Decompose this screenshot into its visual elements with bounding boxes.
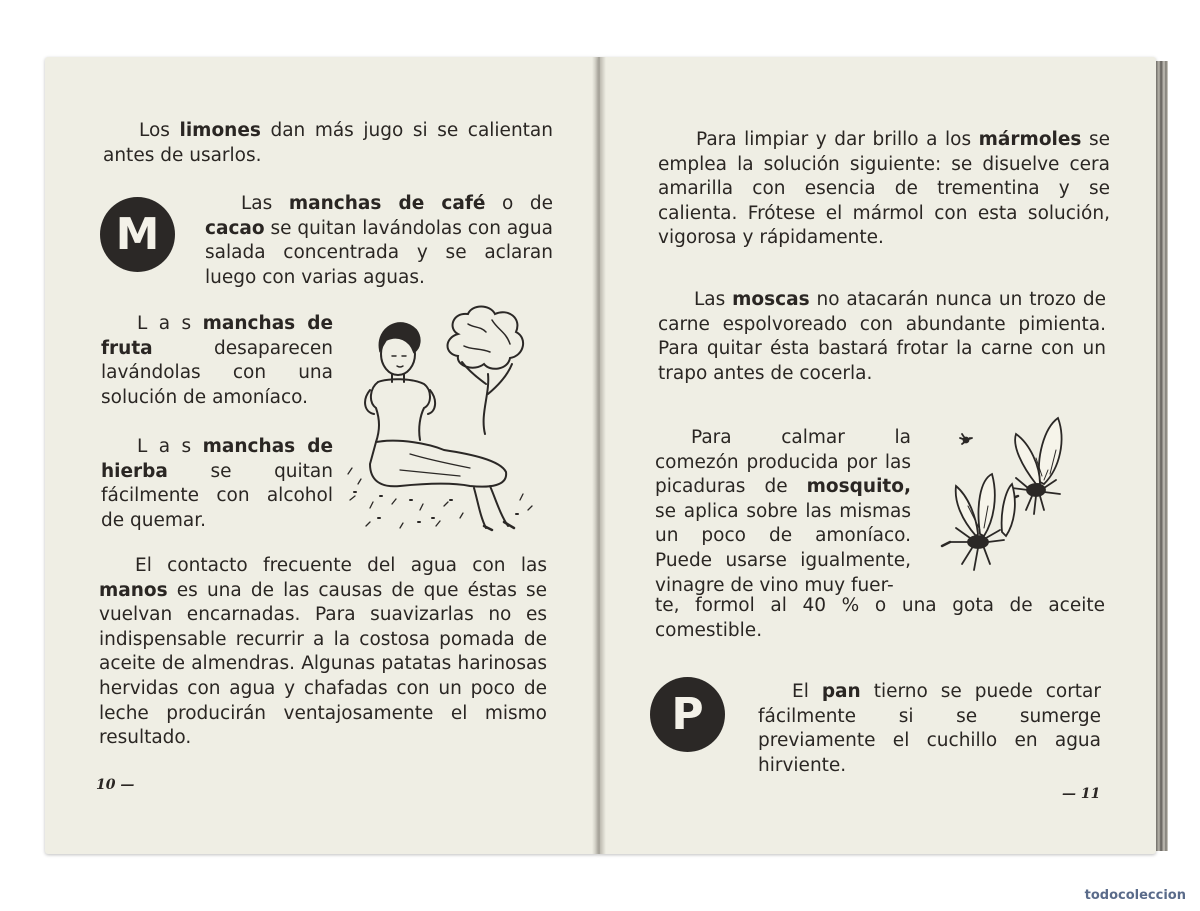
page-number-right: — 11 xyxy=(1062,786,1101,802)
badge-letter: M xyxy=(115,208,160,260)
paragraph-manchas-hierba: L a s manchas de hierba se quitan fácilmente con alcohol de quemar. xyxy=(101,436,333,531)
paragraph-pan: El pan tierno se puede cortar fácilmente si se sumerge previamente el cuchillo en agua hirviente. xyxy=(758,681,1101,776)
paragraph-manchas-fruta: L a s manchas de fruta desaparecen lavándolas con una solución de amoníaco. xyxy=(101,313,333,408)
letter-p-badge xyxy=(650,677,725,752)
watermark-logo: todocoleccion xyxy=(1084,888,1186,903)
woman-sitting-illustration xyxy=(340,304,540,534)
paragraph-marmoles: Para limpiar y dar brillo a los mármoles se emplea la solución siguiente: se disuelve cera amarilla con esencia de trementina y se calienta. Frótese el mármol con esta solución, vigorosa y rápidamente. xyxy=(658,129,1110,249)
page-number-left: 10 — xyxy=(96,777,135,793)
mosquitoes-illustration xyxy=(940,410,1080,580)
badge-letter: P xyxy=(671,688,704,740)
letter-m-badge xyxy=(100,197,175,272)
paragraph-moscas: Las moscas no atacarán nunca un trozo de carne espolvoreado con abundante pimienta. Para quitar ésta bastará frotar la carne con un trapo antes de cocerla. xyxy=(658,289,1106,384)
paragraph-mosquito-continued: te, formol al 40 % o una gota de aceite comestible. xyxy=(655,595,1105,641)
paragraph-mosquito: Para calmar la comezón producida por las picaduras de mosquito, se aplica sobre las mismas un poco de amoníaco. Puede usarse igualmente, vinagre de vino muy fuer- xyxy=(655,427,911,596)
paragraph-manchas-cafe: Las manchas de café o de cacao se quitan lavándolas con agua salada concentrada y se aclaran luego con varias aguas. xyxy=(205,193,554,288)
paragraph-limones: Los limones dan más jugo si se calientan antes de usarlos. xyxy=(103,120,553,166)
paragraph-manos: El contacto frecuente del agua con las manos es una de las causas de que éstas se vuelvan encarnadas. Para suavizarlas no es indispensable recurrir a la costosa pomada de aceite de almendras. Algunas patatas harinosas hervidas con agua y chafadas con un poco de leche producirán ventajosamente el mismo resultado. xyxy=(99,555,547,749)
book-gutter xyxy=(592,57,606,854)
